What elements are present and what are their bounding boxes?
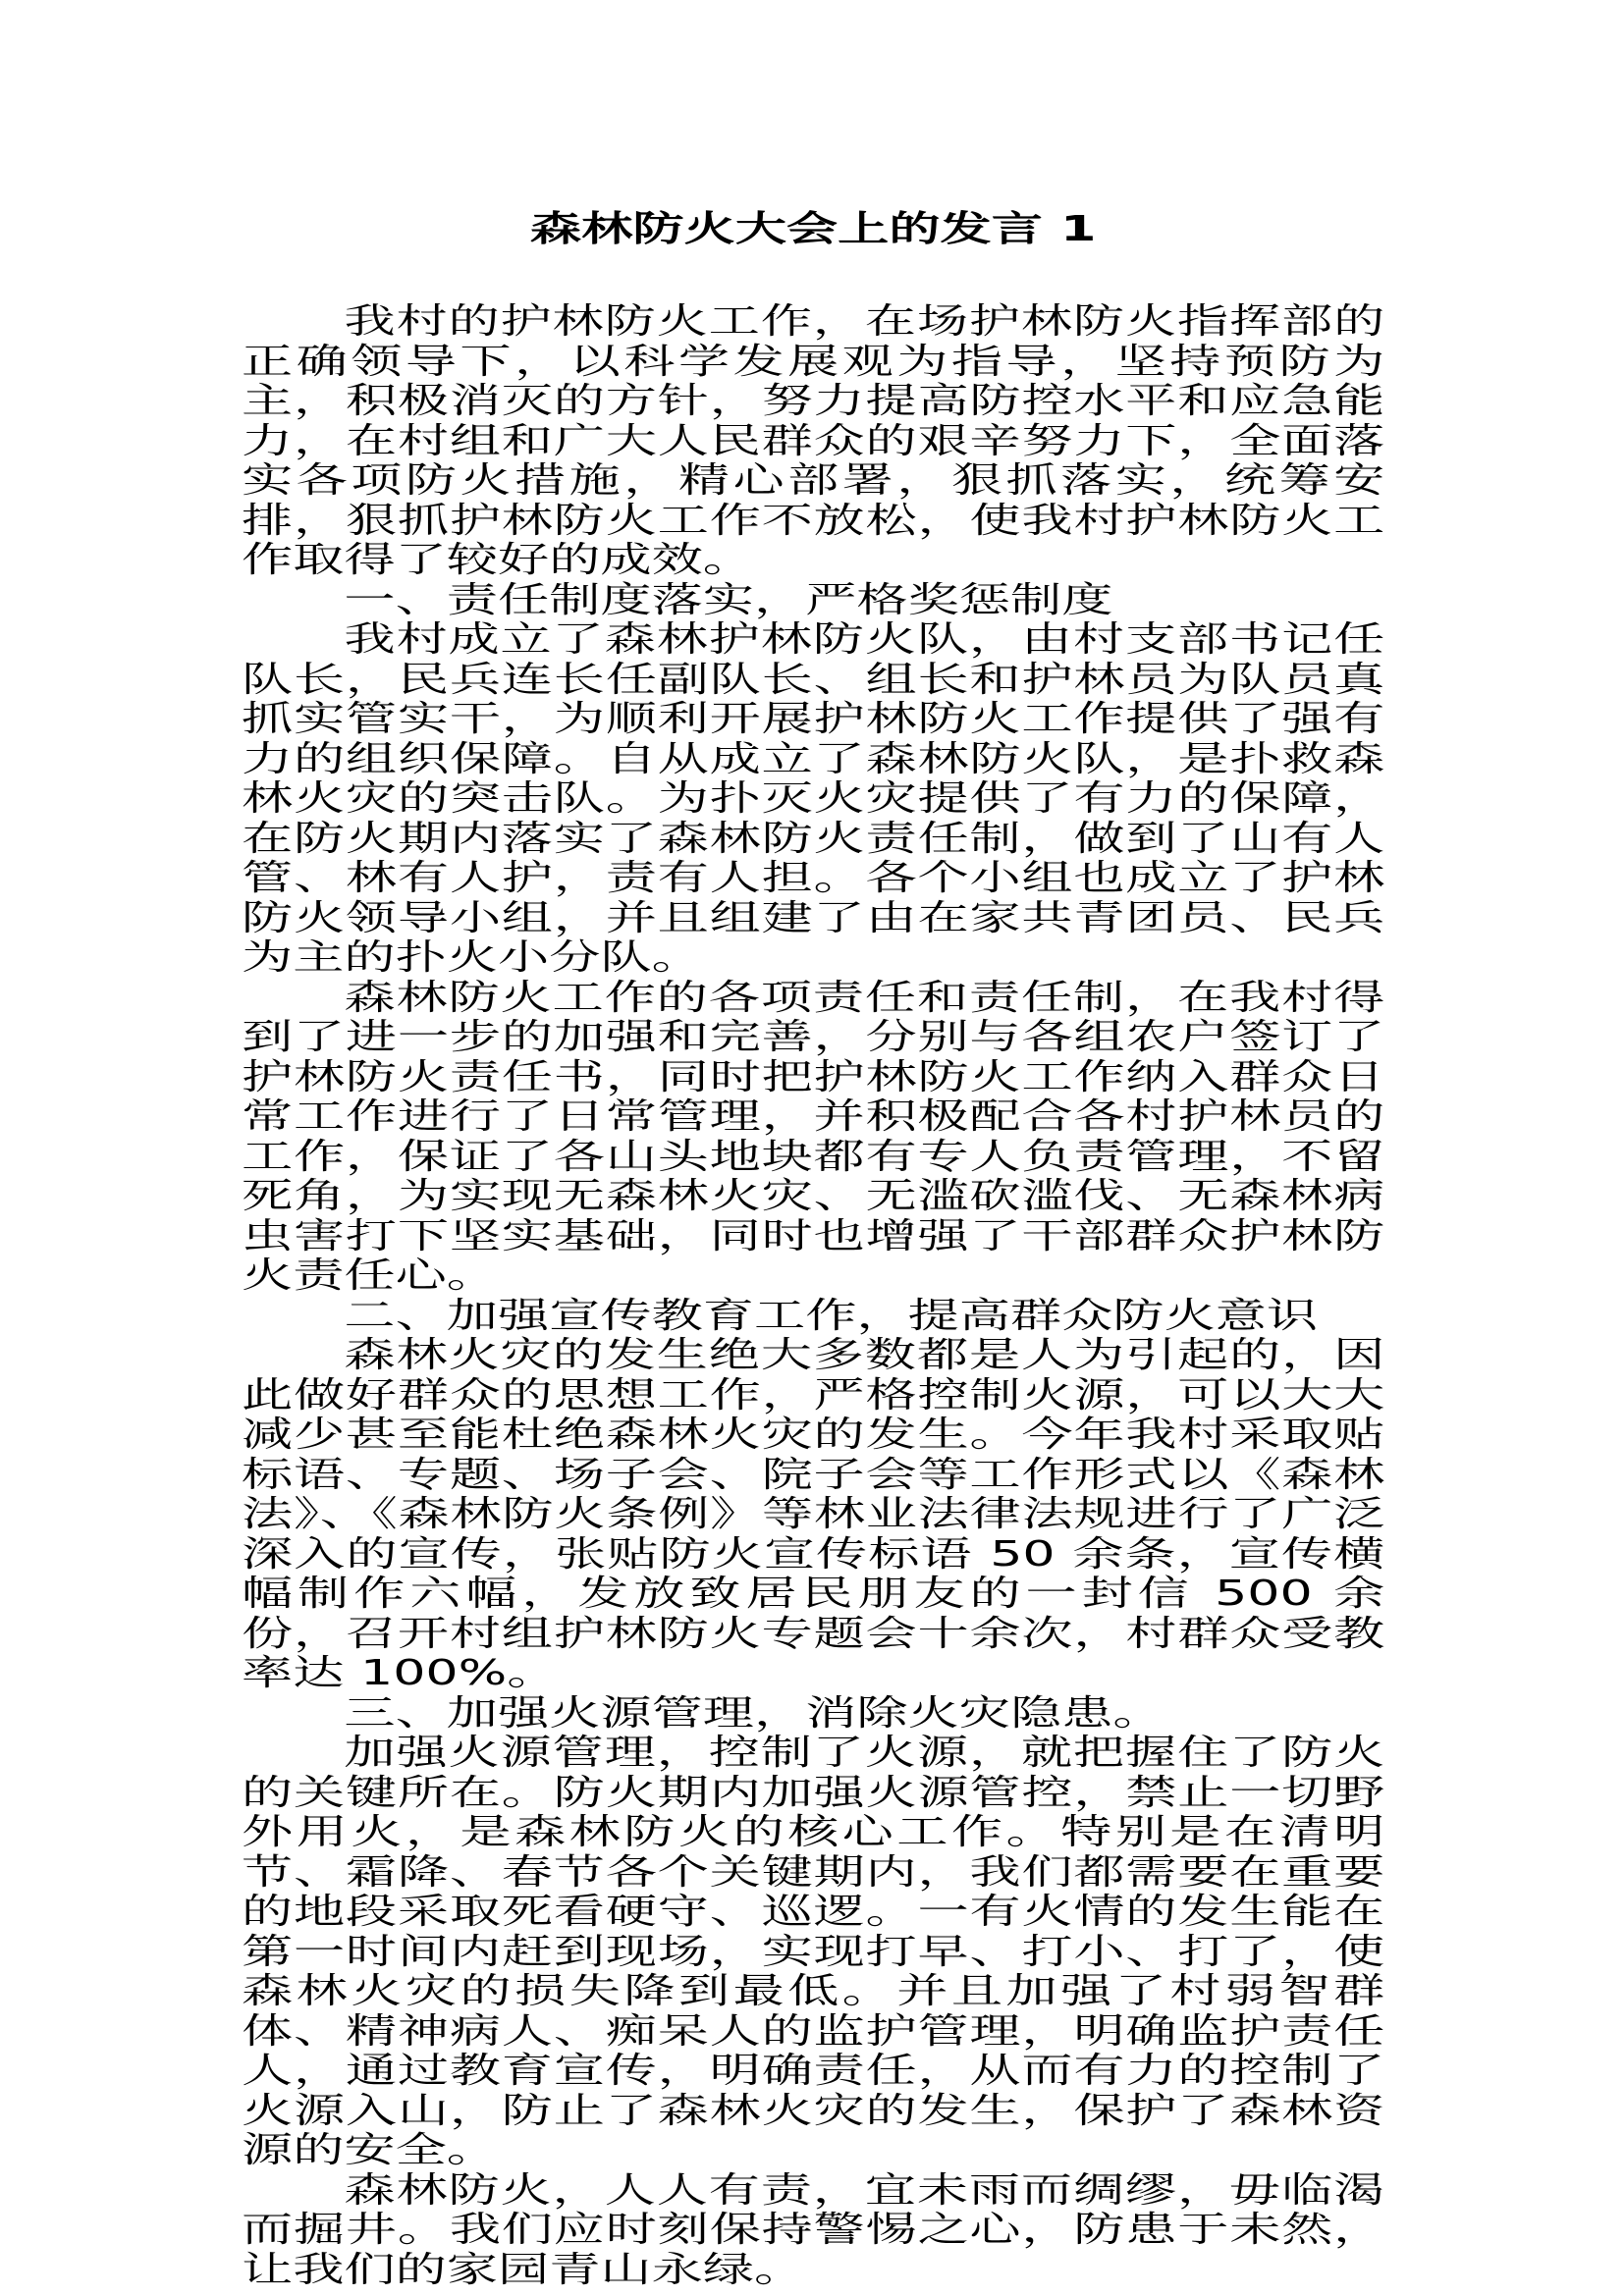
paragraph-intro: 我村的护林防火工作，在场护林防火指挥部的正确领导下，以科学发展观为指导，坚持预防为主，积极消灭的方针，努力提高防控水平和应急能力，在村组和广大人民群众的艰辛努力下，全面落实各项防火措施，精心部署，狠抓落实，统筹安排，狠抓护林防火工作不放松，使我村护林防火工作取得了较好的成效。 <box>242 301 1385 580</box>
paragraph: 森林防火工作的各项责任和责任制，在我村得到了进一步的加强和完善，分别与各组农户签订了护林防火责任书，同时把护林防火工作纳入群众日常工作进行了日常管理，并积极配合各村护林员的工作，保证了各山头地块都有专人负责管理，不留死角，为实现无森林火灾、无滥砍滥伐、无森林病虫害打下坚实基础，同时也增强了干部群众护林防火责任心。 <box>242 977 1385 1296</box>
paragraph-closing: 森林防火，人人有责，宜未雨而绸缪，毋临渴而掘井。我们应时刻保持警惕之心，防患于未然，让我们的家园青山永绿。 <box>242 2169 1385 2290</box>
document-title: 森林防火大会上的发言 1 <box>529 209 1097 249</box>
section-heading-2: 二、加强宣传教育工作，提高群众防火意识 <box>344 1295 1319 1336</box>
document-page <box>242 208 1384 2290</box>
paragraph: 森林火灾的发生绝大多数都是人为引起的，因此做好群众的思想工作，严格控制火源，可以大大减少甚至能杜绝森林火灾的发生。今年我村采取贴标语、专题、场子会、院子会等工作形式以《森林法》、《森林防火条例》等林业法律法规进行了广泛深入的宣传，张贴防火宣传标语 50 余条，宣传横幅制作六幅，发放致居民朋友的一封信 500 余份，召开村组护林防火专题会十余次，村群众受教率达 100%。 <box>242 1335 1385 1693</box>
section-heading-3: 三、加强火源管理，消除火灾隐患。 <box>344 1692 1164 1734</box>
section-heading-1: 一、责任制度落实，严格奖惩制度 <box>344 579 1113 620</box>
paragraph: 我村成立了森林护林防火队，由村支部书记任队长，民兵连长任副队长、组长和护林员为队员真抓实管实干，为顺利开展护林防火工作提供了强有力的组织保障。自从成立了森林防火队，是扑救森林火灾的突击队。为扑灭火灾提供了有力的保障，在防火期内落实了森林防火责任制，做到了山有人管、林有人护，责有人担。各个小组也成立了护林防火领导小组，并且组建了由在家共青团员、民兵为主的扑火小分队。 <box>242 619 1385 978</box>
paragraph: 加强火源管理，控制了火源，就把握住了防火的关键所在。防火期内加强火源管控，禁止一切野外用火，是森林防火的核心工作。特别是在清明节、霜降、春节各个关键期内，我们都需要在重要的地段采取死看硬守、巡逻。一有火情的发生能在第一时间内赶到现场，实现打早、打小、打了，使森林火灾的损失降到最低。并且加强了村弱智群体、精神病人、痴呆人的监护管理，明确监护责任人，通过教育宣传，明确责任，从而有力的控制了火源入山，防止了森林火灾的发生，保护了森林资源的安全。 <box>242 1733 1385 2170</box>
